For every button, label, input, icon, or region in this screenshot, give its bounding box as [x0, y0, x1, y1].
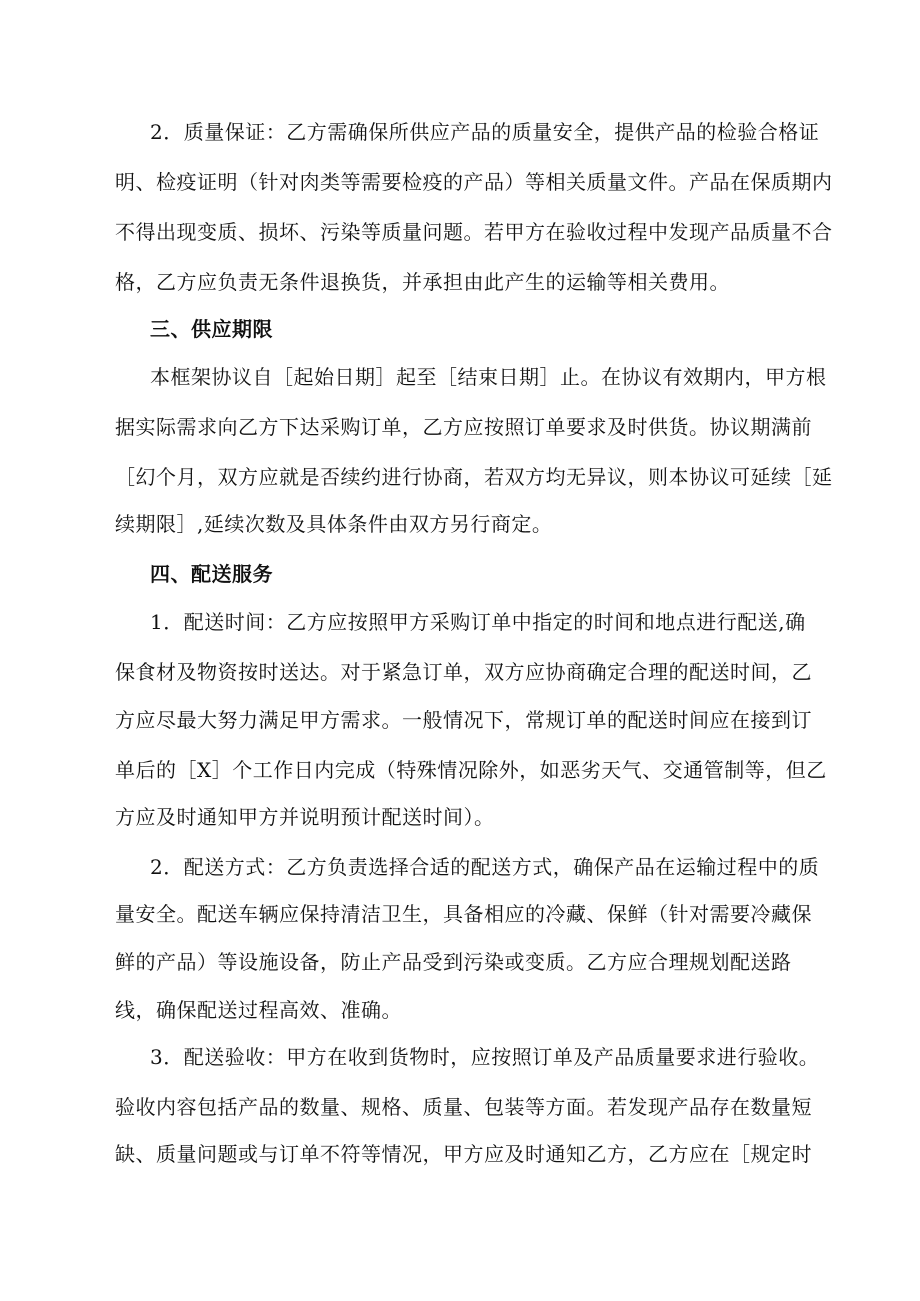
section-heading-supply-period: 三、供应期限	[150, 317, 273, 341]
supply-period-line-1: 本框架协议自［起始日期］起至［结束日期］止。在协议有效期内，甲方根	[150, 365, 827, 389]
quality-guarantee-line-2: 明、检疫证明（针对肉类等需要检疫的产品）等相关质量文件。产品在保质期内	[115, 170, 833, 194]
delivery-method-line-1: 2．配送方式：乙方负责选择合适的配送方式，确保产品在运输过程中的质	[150, 855, 820, 879]
delivery-method-line-2: 量安全。配送车辆应保持清洁卫生，具备相应的冷藏、保鲜（针对需要冷藏保	[115, 902, 812, 926]
quality-guarantee-line-3: 不得出现变质、损坏、污染等质量问题。若甲方在验收过程中发现产品质量不合	[115, 220, 833, 244]
delivery-acceptance-line-3: 缺、质量问题或与订单不符等情况，甲方应及时通知乙方，乙方应在［规定时	[115, 1142, 812, 1166]
delivery-time-line-1: 1．配送时间：乙方应按照甲方采购订单中指定的时间和地点进行配送,确	[150, 610, 806, 634]
delivery-time-line-5: 方应及时通知甲方并说明预计配送时间）。	[115, 805, 495, 829]
supply-period-line-2: 据实际需求向乙方下达采购订单，乙方应按照订单要求及时供货。协议期满前	[115, 415, 812, 439]
delivery-method-line-4: 线，确保配送过程高效、准确。	[115, 998, 402, 1022]
delivery-time-line-4: 单后的［X］个工作日内完成（特殊情况除外，如恶劣天气、交通管制等，但乙	[115, 758, 827, 782]
section-heading-delivery-service: 四、配送服务	[150, 562, 273, 586]
delivery-acceptance-line-1: 3．配送验收：甲方在收到货物时，应按照订单及产品质量要求进行验收。	[150, 1045, 820, 1069]
delivery-time-line-3: 方应尽最大努力满足甲方需求。一般情况下，常规订单的配送时间应在接到订	[115, 708, 812, 732]
delivery-method-line-3: 鲜的产品）等设施设备，防止产品受到污染或变质。乙方应合理规划配送路	[115, 950, 792, 974]
quality-guarantee-line-4: 格，乙方应负责无条件退换货，并承担由此产生的运输等相关费用。	[115, 270, 730, 294]
quality-guarantee-line-1: 2．质量保证：乙方需确保所供应产品的质量安全，提供产品的检验合格证	[150, 120, 820, 144]
delivery-acceptance-line-2: 验收内容包括产品的数量、规格、质量、包装等方面。若发现产品存在数量短	[115, 1095, 812, 1119]
delivery-time-line-2: 保食材及物资按时送达。对于紧急订单，双方应协商确定合理的配送时间，乙	[115, 660, 812, 684]
supply-period-line-4: 续期限］,延续次数及具体条件由双方另行商定。	[115, 512, 553, 536]
supply-period-line-3: ［幻个月，双方应就是否续约进行协商，若双方均无异议，则本协议可延续［延	[115, 465, 833, 489]
